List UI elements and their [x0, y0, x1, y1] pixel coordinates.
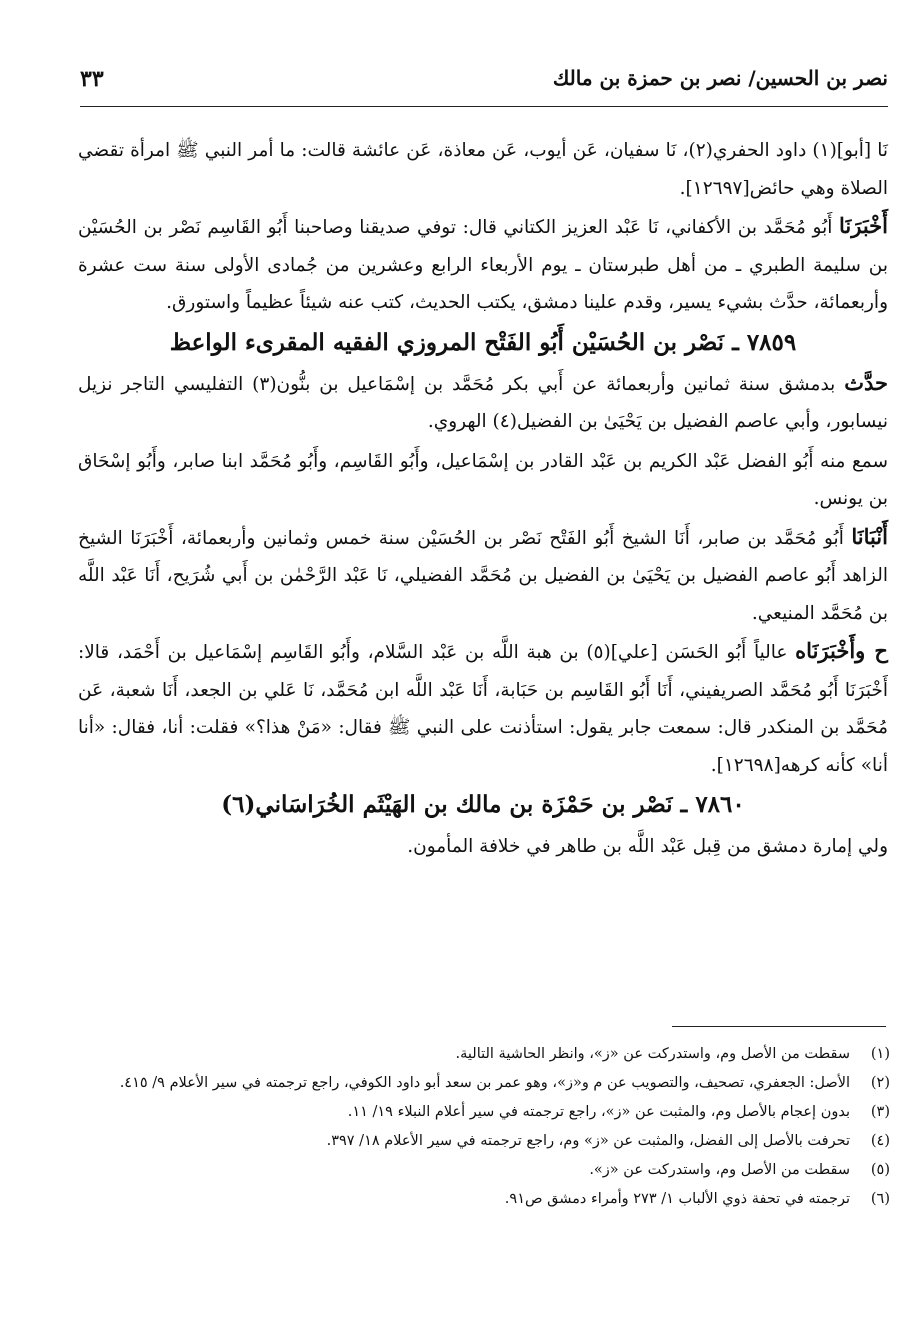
- running-title: نصر بن الحسين/ نصر بن حمزة بن مالك: [552, 66, 888, 90]
- paragraph-text: ولي إمارة دمشق من قِبل عَبْد اللَّه بن طاهر في خلافة المأمون.: [407, 836, 888, 857]
- paragraph-lead: ح وأَخْبَرَنَاه: [795, 638, 888, 663]
- footnote-text: الأصل: الجعفري، تصحيف، والتصويب عن م و«ز»، وهو عمر بن سعد أبو داود الكوفي، راجع ترجمته في سير الأعلام ٩/ ٤١٥.: [119, 1075, 850, 1091]
- paragraph-lead: أَنْبَانَا: [851, 523, 888, 549]
- entry-heading: ٧٨٥٩ ـ نَصْر بن الحُسَيْن أَبُو الفَتْح المروزي الفقيه المقرىء الواعظ: [169, 328, 797, 356]
- footnote: [80, 1040, 890, 1069]
- footnote: [80, 1156, 890, 1185]
- paragraph: [78, 518, 888, 633]
- paragraph: [78, 441, 888, 518]
- paragraph: [78, 207, 888, 322]
- paragraph-lead: حدَّث: [844, 369, 888, 395]
- paragraph-text: أَبُو مُحَمَّد بن الأكفاني، نَا عَبْد العزيز الكتاني قال: توفي صديقنا وصاحبنا أَبُو القَاسِم نَصْر بن الحُسَيْن بن سليمة الطبري ـ من أهل طبرستان ـ يوم الأربعاء الرابع وعشرين من جُمادى الأولى سنة ست عشرة وأربعمائة، حدَّث بشيء يسير، وقدم علينا دمشق، يكتب الحديث، كتب عنه شيئاً عظيماً واستورق.: [78, 217, 888, 313]
- footnote: [80, 1098, 890, 1127]
- footnote-text: ترجمته في تحفة ذوي الألباب ١/ ٢٧٣ وأمراء دمشق ص٩١.: [504, 1191, 850, 1207]
- footnote-divider: [672, 1026, 886, 1027]
- footnote: [80, 1127, 890, 1156]
- paragraph: [78, 632, 888, 784]
- paragraph-text: سمع منه أَبُو الفضل عَبْد الكريم بن عَبْد القادر بن إسْمَاعيل، وأَبُو القَاسِم، وأَبُو مُحَمَّد ابنا صابر، وأَبُو إسْحَاق بن يونس.: [78, 450, 888, 509]
- paragraph: [78, 364, 888, 441]
- page-number: ٣٣: [80, 66, 104, 92]
- footnote-text: سقطت من الأصل وم، واستدركت عن «ز»، وانظر الحاشية التالية.: [455, 1046, 850, 1062]
- paragraph: [78, 130, 888, 207]
- paragraph: [78, 826, 888, 866]
- entry-heading: ٧٨٦٠ ـ نَصْر بن حَمْزَة بن مالك بن الهَيْثَم الخُرَاسَاني(٦): [221, 791, 745, 818]
- footnote-text: سقطت من الأصل وم، واستدركت عن «ز».: [589, 1162, 850, 1178]
- paragraph-text: نَا [أبو](١) داود الحفري(٢)، نَا سفيان، عَن أيوب، عَن معاذة، عَن عائشة قالت: ما أمر النبي ﷺ امرأة تقضي الصلاة وهي حائض[١٢٦٩٧].: [78, 140, 888, 199]
- paragraph-text: بدمشق سنة ثمانين وأربعمائة عن أَبي بكر مُحَمَّد بن إسْمَاعيل بن بنُّون(٣) التفليسي التاجر نزيل نيسابور، وأبي عاصم الفضيل بن يَحْيَىٰ بن الفضيل(٤) الهروي.: [78, 373, 888, 432]
- footnote-number: (٦): [870, 1191, 890, 1207]
- footnote-number: (١): [870, 1046, 890, 1062]
- paragraph-text: أَبُو مُحَمَّد بن صابر، أَنَا الشيخ أَبُو الفَتْح نَصْر بن الحُسَيْن سنة خمس وثمانين وأربعمائة، أَخْبَرَنَا الشيخ الزاهد أَبُو عاصم الفضيل بن يَحْيَىٰ بن الفضيل بن مُحَمَّد الفضيلي، نَا عَبْد الرَّحْمٰن بن أَبي شُرَيح، أَنَا عَبْد اللَّه بن مُحَمَّد المنيعي.: [78, 527, 888, 624]
- footnote: [80, 1069, 890, 1098]
- footnote-number: (٥): [870, 1162, 890, 1178]
- page-header: [80, 62, 888, 107]
- footnote-text: بدون إعجام بالأصل وم، والمثبت عن «ز»، راجع ترجمته في سير أعلام النبلاء ١٩/ ١١.: [347, 1104, 850, 1120]
- footnote-text: تحرفت بالأصل إلى الفضل، والمثبت عن «ز» وم، راجع ترجمته في سير الأعلام ١٨/ ٣٩٧.: [326, 1133, 850, 1149]
- footnotes: [80, 1040, 890, 1214]
- footnote-number: (٢): [870, 1075, 890, 1091]
- paragraph-text: عالياً أَبُو الحَسَن [علي](٥) بن هبة اللَّه بن عَبْد السَّلام، وأَبُو القَاسِم إسْمَاعيل بن أَحْمَد، قالا: أَخْبَرَنَا أَبُو مُحَمَّد الصريفيني، أَنَا أَبُو القَاسِم بن حَبَابة، أَنَا عَبْد اللَّه ابن مُحَمَّد، نَا عَلي بن الجعد، أَنَا شعبة، عَن مُحَمَّد بن المنكدر قال: سمعت جابر يقول: استأذنت على النبي ﷺ فقال: «مَنْ هذا؟» فقلت: أنا، فقال: «أنا أنا» كأنه كرهه[١٢٦٩٨].: [78, 642, 888, 776]
- main-text: [78, 130, 888, 866]
- paragraph-lead: أَخْبَرَنَا: [839, 213, 888, 238]
- footnote-number: (٣): [870, 1104, 890, 1120]
- footnote: [80, 1185, 890, 1214]
- footnote-number: (٤): [870, 1133, 890, 1149]
